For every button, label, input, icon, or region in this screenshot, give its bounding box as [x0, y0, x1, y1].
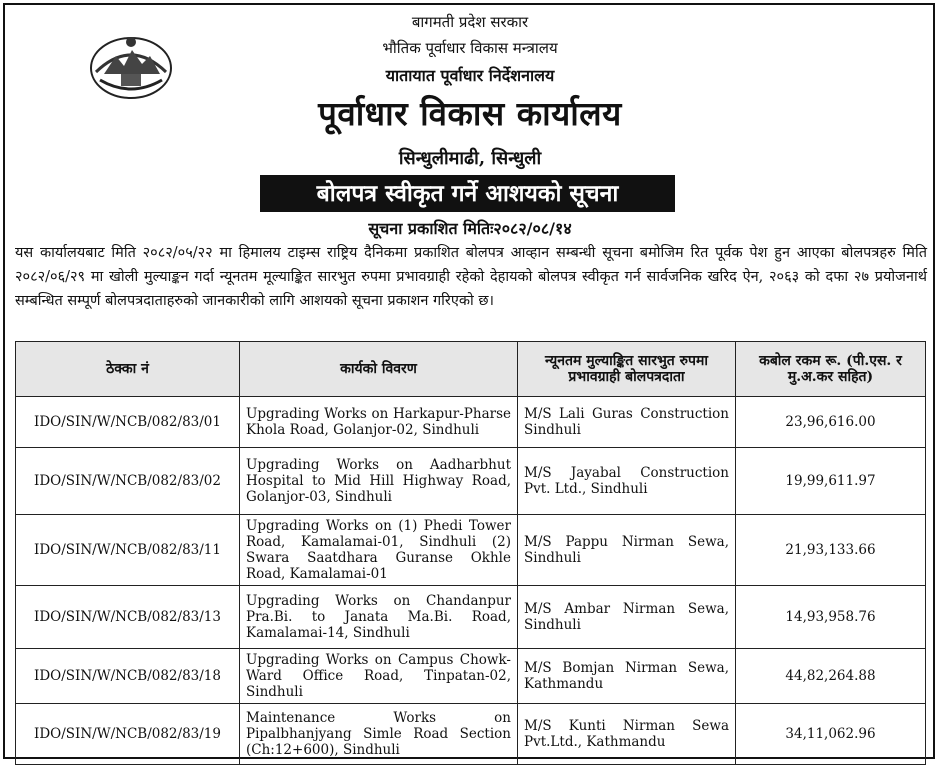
contract-no: IDO/SIN/W/NCB/082/83/18 [16, 649, 240, 704]
table-row [16, 649, 926, 704]
header-bidder: न्यूनतम मुल्याङ्कित सारभुत रुपमा प्रभावग्राही बोलपत्रदाता [518, 342, 736, 397]
contract-no: IDO/SIN/W/NCB/082/83/01 [16, 397, 240, 448]
bid-amount: 44,82,264.88 [736, 649, 926, 704]
bidder-name: M/S Lali Guras Construction Sindhuli [518, 397, 736, 448]
office-title: पूर्वाधार विकास कार्यालय [318, 94, 622, 133]
table-row [16, 586, 926, 649]
contract-no: IDO/SIN/W/NCB/082/83/13 [16, 586, 240, 649]
bid-amount: 34,11,062.96 [736, 704, 926, 765]
work-description: Upgrading Works on Chandanpur Pra.Bi. to Janata Ma.Bi. Road, Kamalamai-14, Sindhuli [240, 586, 518, 649]
contract-no: IDO/SIN/W/NCB/082/83/02 [16, 448, 240, 515]
bidder-name: M/S Jayabal Construction Pvt. Ltd., Sindhuli [518, 448, 736, 515]
publish-date: सूचना प्रकाशित मितिः२०८२/०८/१४ [368, 219, 572, 238]
office-location: सिन्धुलीमाढी, सिन्धुली [398, 148, 542, 169]
contract-no: IDO/SIN/W/NCB/082/83/11 [16, 515, 240, 586]
header-description: कार्यको विवरण [240, 342, 518, 397]
work-description: Upgrading Works on Harkapur-Pharse Khola Road, Golanjor-02, Sindhuli [240, 397, 518, 448]
work-description: Upgrading Works on Aadharbhut Hospital to Mid Hill Highway Road, Golanjor-03, Sindhuli [240, 448, 518, 515]
bid-amount: 19,99,611.97 [736, 448, 926, 515]
table-header-row [16, 342, 926, 397]
ministry-name: भौतिक पूर्वाधार विकास मन्त्रालय [382, 39, 558, 57]
bidder-name: M/S Kunti Nirman Sewa Pvt.Ltd., Kathmandu [518, 704, 736, 765]
notice-body-text: यस कार्यालयबाट मिति २०८२/०५/२२ मा हिमालय टाइम्स राष्ट्रिय दैनिकमा प्रकाशित बोलपत्र आव्हान सम्बन्धी सूचना बमोजिम रित पूर्वक पेश हुन आएका बोलपत्रहरु मिति २०८२/०६/२९ मा खोली मुल्याङ्कन गर्दा न्यूनतम मूल्याङ्कित सारभुत रुपमा प्रभावग्राही रहेको देहायको बोलपत्र स्वीकृत गर्न सार्वजनिक खरिद ऐन, २०६३ को दफा २७ प्रयोजनार्थ सम्बन्धित सम्पूर्ण बोलपत्रदाताहरुको जानकारीको लागि आशयको सूचना प्रकाशन गरिएको छ। [15, 245, 927, 309]
header-contract-no: ठेक्का नं [16, 342, 240, 397]
table-row [16, 397, 926, 448]
work-description: Upgrading Works on Campus Chowk-Ward Office Road, Tinpatan-02, Sindhuli [240, 649, 518, 704]
contract-no: IDO/SIN/W/NCB/082/83/19 [16, 704, 240, 765]
work-description: Upgrading Works on (1) Phedi Tower Road, Kamalamai-01, Sindhuli (2) Swara Saatdhara Guranse Okhle Road, Kamalamai-01 [240, 515, 518, 586]
header-amount: कबोल रकम रू. (पी.एस. र मु.अ.कर सहित) [736, 342, 926, 397]
bid-amount: 21,93,133.66 [736, 515, 926, 586]
bidder-name: M/S Bomjan Nirman Sewa, Kathmandu [518, 649, 736, 704]
bid-amount: 23,96,616.00 [736, 397, 926, 448]
notice-title-banner: बोलपत्र स्वीकृत गर्ने आशयको सूचना [260, 175, 675, 212]
table-row [16, 515, 926, 586]
table-row [16, 704, 926, 765]
province-government: बागमती प्रदेश सरकार [411, 13, 529, 31]
table-row [16, 448, 926, 515]
bid-acceptance-table [15, 341, 926, 765]
bidder-name: M/S Pappu Nirman Sewa, Sindhuli [518, 515, 736, 586]
work-description: Maintenance Works on Pipalbhanjyang Simle Road Section (Ch:12+600), Sindhuli [240, 704, 518, 765]
bidder-name: M/S Ambar Nirman Sewa, Sindhuli [518, 586, 736, 649]
directorate-name: यातायात पूर्वाधार निर्देशनालय [385, 66, 555, 85]
bid-amount: 14,93,958.76 [736, 586, 926, 649]
